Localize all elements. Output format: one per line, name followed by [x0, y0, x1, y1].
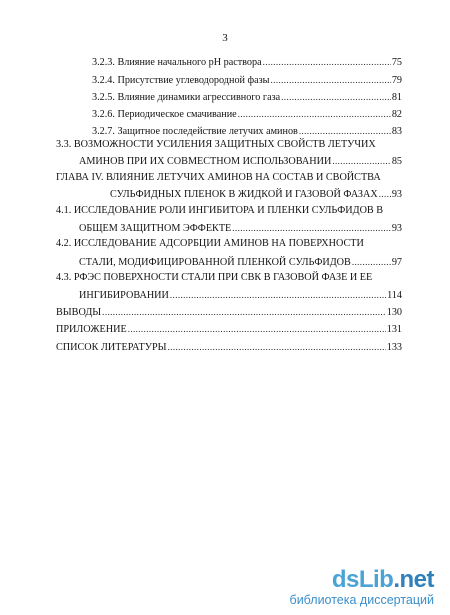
toc-title-line2: СТАЛИ, МОДИФИЦИРОВАННОЙ ПЛЕНКОЙ СУЛЬФИДОВ [79, 257, 351, 268]
leader-dots [379, 188, 391, 200]
toc-page: 131 [386, 324, 402, 335]
toc-title: Присутствие углеводородной фазы [117, 75, 270, 86]
leader-dots [263, 56, 391, 68]
dslib-watermark [290, 567, 434, 607]
toc-title: Влияние начального рН раствора [117, 57, 262, 68]
toc-entry-4-3-line2 [79, 289, 402, 302]
toc-entry-3-2-4 [92, 74, 402, 87]
toc-entry-3-2-7 [92, 125, 402, 138]
toc-title: ПРИЛОЖЕНИЕ [56, 324, 127, 335]
toc-title: СПИСОК ЛИТЕРАТУРЫ [56, 342, 167, 353]
toc-page: 130 [386, 307, 402, 318]
watermark-subtitle: библиотека диссертаций [289, 593, 434, 607]
toc-page: 75 [391, 57, 402, 68]
leader-dots [238, 108, 391, 120]
toc-page: 85 [391, 156, 402, 167]
toc-title: Защитное последействие летучих аминов [117, 126, 298, 137]
toc-title-line2: ИНГИБИРОВАНИИ [79, 290, 169, 301]
leader-dots [102, 306, 386, 318]
page-number: 3 [222, 32, 228, 44]
toc-page: 93 [391, 189, 402, 200]
toc-number: 3.2.3. [92, 57, 115, 68]
toc-title-line2: АМИНОВ ПРИ ИХ СОВМЕСТНОМ ИСПОЛЬЗОВАНИИ [79, 156, 332, 167]
watermark-logo-domain: .net [393, 566, 434, 593]
toc-entry-appendix [56, 323, 402, 336]
toc-entry-4-3-line1 [56, 272, 372, 284]
toc-title-line1: ИССЛЕДОВАНИЕ РОЛИ ИНГИБИТОРА И ПЛЕНКИ СУЛЬФИДОВ В [73, 205, 384, 216]
toc-entry-3-2-5 [92, 91, 402, 104]
toc-number: 3.2.7. [92, 126, 115, 137]
toc-page: 114 [387, 290, 402, 301]
toc-title-line2: СУЛЬФИДНЫХ ПЛЕНОК В ЖИДКОЙ И ГАЗОВОЙ ФАЗАХ [110, 189, 378, 200]
toc-entry-3-2-3 [92, 56, 402, 69]
toc-number: ГЛАВА IV. [56, 172, 104, 183]
leader-dots [299, 125, 391, 137]
toc-page: 81 [391, 92, 402, 103]
toc-page: 93 [391, 223, 402, 234]
toc-entry-3-3-line1 [56, 139, 376, 151]
toc-chapter-4-line1 [56, 172, 381, 184]
toc-title: Периодическое смачивание [117, 109, 237, 120]
leader-dots [168, 341, 386, 353]
toc-title-line1: РФЭС ПОВЕРХНОСТИ СТАЛИ ПРИ СВК В ГАЗОВОЙ ФАЗЕ И ЕЕ [73, 272, 373, 283]
toc-title-line1: ВОЗМОЖНОСТИ УСИЛЕНИЯ ЗАЩИТНЫХ СВОЙСТВ ЛЕТУЧИХ [73, 139, 376, 150]
toc-title-line2: ОБЩЕМ ЗАЩИТНОМ ЭФФЕКТЕ [79, 223, 232, 234]
leader-dots [128, 323, 386, 335]
toc-chapter-4-line2 [110, 188, 402, 201]
toc-entry-3-3-line2 [79, 155, 402, 168]
toc-title: ВЫВОДЫ [56, 307, 102, 318]
leader-dots [271, 74, 391, 86]
leader-dots [352, 256, 391, 268]
toc-page: 97 [391, 257, 402, 268]
leader-dots [170, 289, 386, 301]
toc-number: 3.2.5. [92, 92, 115, 103]
toc-entry-references [56, 341, 402, 354]
toc-entry-conclusions [56, 306, 402, 319]
watermark-logo-name: dsLib [331, 566, 394, 593]
toc-entry-4-2-line1 [56, 238, 364, 250]
toc-entry-4-1-line1 [56, 205, 383, 217]
toc-entry-3-2-6 [92, 108, 402, 121]
toc-entry-4-2-line2 [79, 256, 402, 269]
toc-number: 4.1. [56, 205, 72, 216]
toc-number: 3.2.4. [92, 75, 115, 86]
toc-number: 3.2.6. [92, 109, 115, 120]
toc-page: 79 [391, 75, 402, 86]
toc-title-line1: ИССЛЕДОВАНИЕ АДСОРБЦИИ АМИНОВ НА ПОВЕРХНОСТИ [73, 238, 364, 249]
leader-dots [332, 155, 390, 167]
toc-number: 3.3. [56, 139, 72, 150]
toc-title-line1: ВЛИЯНИЕ ЛЕТУЧИХ АМИНОВ НА СОСТАВ И СВОЙСТВА [105, 172, 381, 183]
toc-page: 133 [386, 342, 402, 353]
toc-title: Влияние динамики агрессивного газа [117, 92, 281, 103]
toc-entry-4-1-line2 [79, 222, 402, 235]
toc-number: 4.3. [56, 272, 72, 283]
toc-page: 83 [391, 126, 402, 137]
toc-number: 4.2. [56, 238, 72, 249]
leader-dots [281, 91, 391, 103]
leader-dots [232, 222, 391, 234]
watermark-logo [290, 567, 434, 593]
toc-page: 82 [391, 109, 402, 120]
